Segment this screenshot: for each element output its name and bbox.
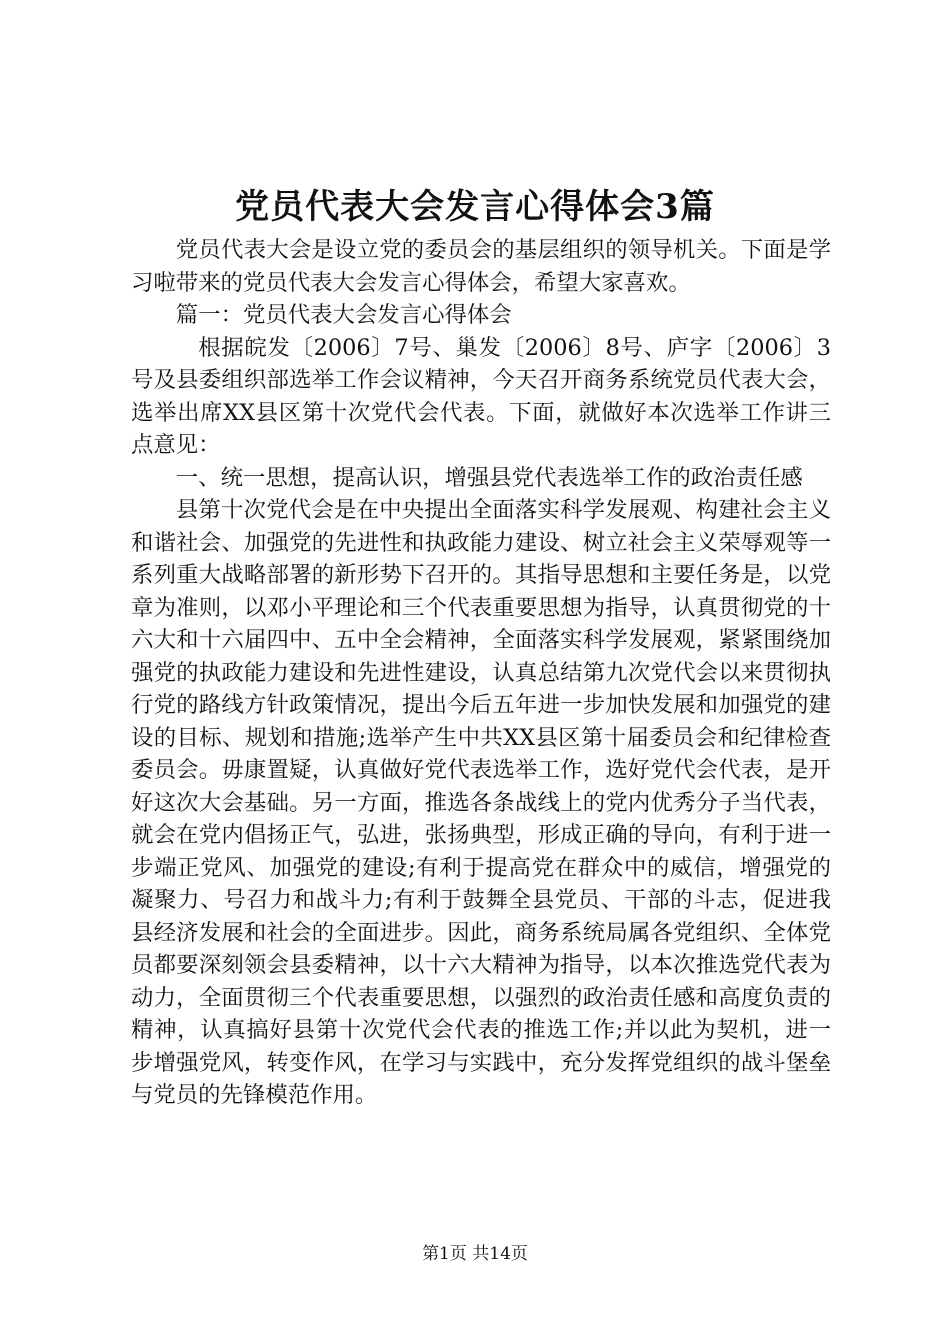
page-number: 第1页 共14页 [422, 1244, 528, 1264]
document-body [131, 234, 831, 1112]
document-title: 党员代表大会发言心得体会3篇 [235, 187, 715, 227]
body-paragraph: 根据皖发〔2006〕7号、巢发〔2006〕8号、庐字〔2006〕3号及县委组织部选举工作会议精神，今天召开商务系统党员代表大会，选举出席XX县区第十次党代会代表。下面，就做好本次选举工作讲三点意见： [131, 334, 831, 458]
section-heading: 篇一：党员代表大会发言心得体会 [175, 302, 512, 328]
body-paragraph: 县第十次党代会是在中央提出全面落实科学发展观、构建社会主义和谐社会、加强党的先进性和执政能力建设、树立社会主义荣辱观等一系列重大战略部署的新形势下召开的。其指导思想和主要任务是，以党章为准则，以邓小平理论和三个代表重要思想为指导，认真贯彻党的十六大和十六届四中、五中全会精神，全面落实科学发展观，紧紧围绕加强党的执政能力建设和先进性建设，认真总结第九次党代会以来贯彻执行党的路线方针政策情况，提出今后五年进一步加快发展和加强党的建设的目标、规划和措施;选举产生中共XX县区第十届委员会和纪律检查委员会。毋康置疑，认真做好党代表选举工作，选好党代会代表，是开好这次大会基础。另一方面，推选各条战线上的党内优秀分子当代表，就会在党内倡扬正气，弘进，张扬典型，形成正确的导向，有利于进一步端正党风、加强党的建设;有利于提高党在群众中的威信，增强党的凝聚力、号召力和战斗力;有利于鼓舞全县党员、干部的斗志，促进我县经济发展和社会的全面进步。因此，商务系统局属各党组织、全体党员都要深刻领会县委精神，以十六大精神为指导，以本次推选党代表为动力，全面贯彻三个代表重要思想，以强烈的政治责任感和高度负责的精神，认真搞好县第十次党代会代表的推选工作;并以此为契机，进一步增强党风，转变作风，在学习与实践中，充分发挥党组织的战斗堡垒与党员的先锋模范作用。 [131, 497, 831, 1108]
subsection-heading: 一、统一思想，提高认识，增强县党代表选举工作的政治责任感 [175, 464, 803, 491]
intro-paragraph: 党员代表大会是设立党的委员会的基层组织的领导机关。下面是学习啦带来的党员代表大会发言心得体会，希望大家喜欢。 [131, 237, 831, 296]
